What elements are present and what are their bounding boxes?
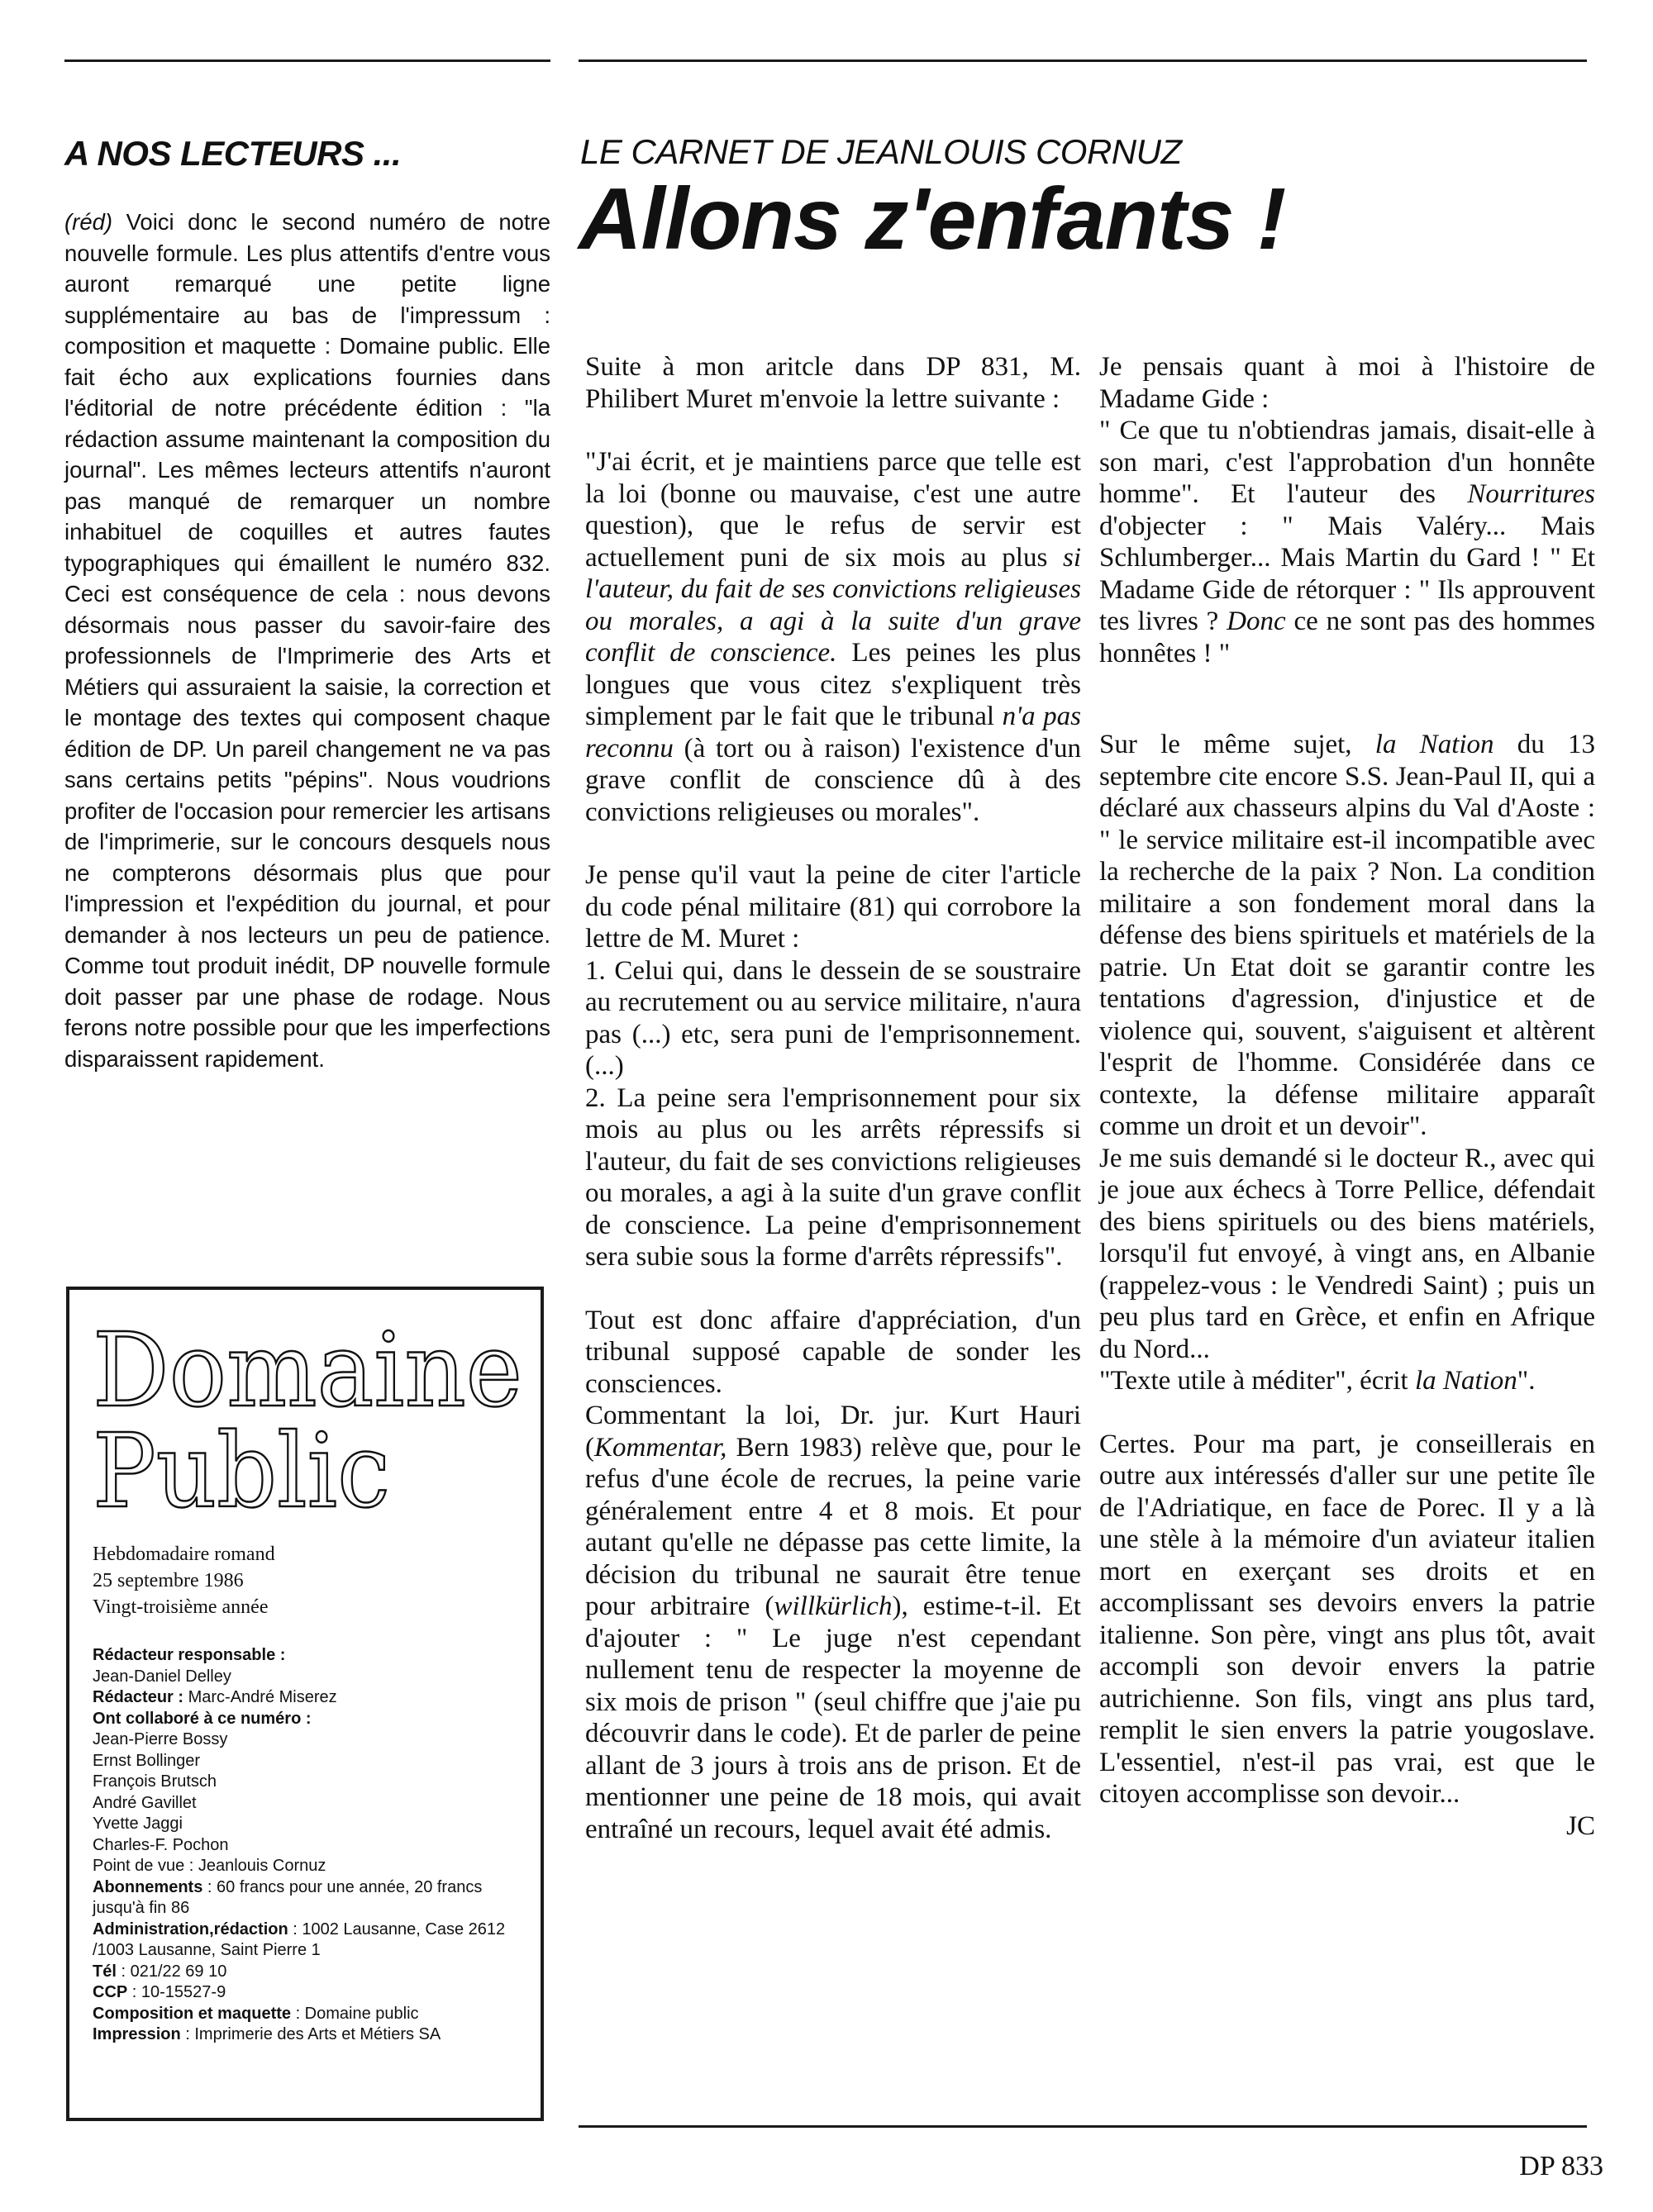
readers-notice xyxy=(64,134,550,1074)
italic-run: Nourritures xyxy=(1467,479,1595,509)
text-run: d'objecter : " Mais Valéry... Mais Schlumberger... Mais Martin du Gard ! " Et Madame Gide de rétorquer : " Ils approuvent tes livres ? xyxy=(1099,511,1595,636)
logo-word-public: Public xyxy=(93,1412,390,1521)
text-run: Commentant la loi, Dr. jur. Kurt Hauri ( xyxy=(585,1401,1081,1463)
readers-notice-text: Voici donc le second numéro de notre nouvelle formule. Les plus attentifs d'entre vous auront remarqué une petite ligne supplémentaire au bas de l'impressum : composition et maquette : Domaine public. Elle fait écho aux explications fournies dans l'éditorial de notre précédente édition : "la rédaction assume maintenant la composition du journal". Les mêmes lecteurs attentifs n'auront pas manqué de remarquer un nombre inhabituel de coquilles et autres fautes typographiques qui émaillent le numéro 832. Ceci est conséquence de cela : nous devons désormais nous passer du savoir-faire des professionnels de l'Imprimerie des Arts et Métiers qui assuraient la saisie, la correction et le montage des textes qui composent chaque édition de DP. Un pareil changement ne va pas sans certains petits "pépins". Nous voudrions profiter de l'occasion pour remercier les artisans de l'imprimerie, sur le concours desquels nous ne compterons désormais plus que pour l'impression et l'expédition du journal, et pour demander à nos lecteurs un peu de patience. Comme tout produit inédit, DP nouvelle formule doit passer par une phase de rodage. Nous ferons notre possible pour que les imperfections disparaissent rapidement. xyxy=(64,209,550,1072)
article-paragraph: Tout est donc affaire d'appréciation, d'un tribunal supposé capable de sonder les consciences. xyxy=(585,1305,1081,1399)
article-kicker: LE CARNET DE JEANLOUIS CORNUZ xyxy=(580,132,1182,171)
italic-run: la Nation xyxy=(1374,730,1494,759)
law-clause-2: 2. La peine sera l'emprisonnement pour six mois au plus ou les arrêts répressifs si l'auteur, du fait de ses convictions religieuses ou morales, a agi à la suite d'un grave conflit de conscience. La peine d'emprisonnement sera subie sous la forme d'arrêts répressifs". xyxy=(585,1082,1081,1272)
article-paragraph xyxy=(585,1400,1081,1845)
text-run: ce ne sont pas des hommes honnêtes ! " xyxy=(1099,607,1595,668)
italic-run: si l'auteur, du fait de ses convictions religieuses ou morales, a agi à la suite d'un grave conflit de conscience. xyxy=(585,542,1081,668)
contributor: André Gavillet xyxy=(93,1793,197,1812)
editor-label: Rédacteur : xyxy=(93,1688,184,1706)
contributor: Yvette Jaggi xyxy=(93,1815,183,1833)
article-paragraph xyxy=(585,446,1081,828)
italic-run: Kommentar, xyxy=(594,1432,727,1463)
article-paragraph: Je pense qu'il vaut la peine de citer l'article du code pénal militaire (81) qui corrobore la lettre de M. Muret : xyxy=(585,860,1081,954)
top-rule-left xyxy=(64,59,550,62)
tel-value: : 021/22 69 10 xyxy=(116,1962,227,1981)
publication-info xyxy=(93,1541,517,1620)
editor-name: Marc-André Miserez xyxy=(188,1688,337,1706)
text-run: "Texte utile à méditer", écrit xyxy=(1099,1366,1415,1396)
text-run: Bern 1983) relève que, pour le refus d'une école de recrues, la peine varie généralement entre 4 et 8 mois. Et pour autant qu'elle ne dépasse pas cette limite, la décision du tribunal ne saurait être tenue pour arbitraire ( xyxy=(585,1432,1081,1621)
article-column-2 xyxy=(1099,351,1595,1873)
text-run: ), estime-t-il. Et d'ajouter : " Le juge n'est cependant nullement tenu de respecter la moyenne de six mois de prison " (seul chiffre que j'aie pu découvrir dans le code). Et de parler de peine allant de 3 jours à trois ans de prison. Et de mentionner une peine de 18 mois, qui avait entraîné un recours, lequel avait été admis. xyxy=(585,1591,1081,1844)
editor-resp-label: Rédacteur responsable : xyxy=(93,1646,286,1664)
contributor: Ernst Bollinger xyxy=(93,1751,201,1770)
text-run: (à tort ou à raison) l'existence d'un grave conflit de conscience dû à des convictions religieuses ou morales". xyxy=(585,733,1081,827)
publication-subtitle: Hebdomadaire romand xyxy=(93,1544,275,1565)
imprint-box xyxy=(66,1287,544,2121)
contributor: Charles-F. Pochon xyxy=(93,1835,229,1854)
ccp-label: CCP xyxy=(93,1983,128,2001)
italic-run: n'a pas reconnu xyxy=(585,702,1081,763)
text-run: " Ce que tu n'obtiendras jamais, disait-elle à son mari, c'est l'approbation d'un honnête homme". Et l'auteur des xyxy=(1099,416,1595,509)
admin-label: Administration,rédaction xyxy=(93,1919,288,1938)
publication-year: Vingt-troisième année xyxy=(93,1596,269,1618)
article-column-1 xyxy=(585,351,1081,1877)
italic-run: Donc xyxy=(1227,607,1286,636)
contributor: Point de vue : Jeanlouis Cornuz xyxy=(93,1857,326,1875)
article-paragraph xyxy=(1099,1365,1595,1397)
ccp-value: : 10-15527-9 xyxy=(127,1983,226,2001)
italic-run: la Nation xyxy=(1414,1366,1517,1396)
law-clause-1: 1. Celui qui, dans le dessein de se soustraire au recrutement ou au service militaire, n'aura pas (...) etc, sera puni de l'emprisonnement. (...) xyxy=(585,955,1081,1081)
credits xyxy=(93,1645,517,2046)
article-paragraph: Je me suis demandé si le docteur R., avec qui je joue aux échecs à Torre Pellice, défendait des biens spirituels ou des biens matériels, lorsqu'il fut envoyé, à vingt ans, en Albanie (rappelez-vous : le Vendredi Saint) ; puis un peu plus tard en Grèce, et enfin en Afrique du Nord... xyxy=(1099,1143,1595,1364)
readers-notice-heading: A NOS LECTEURS ... xyxy=(64,134,402,173)
printing-label: Impression xyxy=(93,2025,181,2043)
readers-notice-body xyxy=(64,207,550,1074)
printing-line xyxy=(93,2024,517,2046)
tel-label: Tél xyxy=(93,1962,117,1981)
subscription-label: Abonnements xyxy=(93,1877,203,1896)
ccp-line xyxy=(93,1982,517,2004)
italic-run: willkürlich xyxy=(774,1591,893,1621)
top-rule-right xyxy=(579,59,1587,62)
text-run: Les peines les plus longues que vous citez s'expliquent très simplement par le fait que le tribunal xyxy=(585,638,1081,731)
subscription-value: : 60 francs pour une année, 20 francs jusqu'à fin 86 xyxy=(93,1877,483,1917)
contributors-label: Ont collaboré à ce numéro : xyxy=(93,1709,312,1728)
text-run: du 13 septembre cite encore S.S. Jean-Paul II, qui a déclaré aux chasseurs alpins du Val d'Aoste : " le service militaire est-il incompatible avec la recherche de la paix ? Non. La condition militaire a son fondement moral dans la défense des biens spirituels et matériels de la patrie. Un Etat doit se garantir contre les tentations d'agression, d'injustice et de violence qui, souvent, s'aiguisent et altèrent l'esprit de l'homme. Considérée dans ce contexte, la défense militaire apparaît comme un droit et un devoir". xyxy=(1099,730,1595,1141)
admin-line xyxy=(93,1919,517,1962)
logo-word-domaine: Domaine xyxy=(93,1315,522,1430)
author-signature: JC xyxy=(1566,1810,1595,1841)
domaine-public-logo xyxy=(93,1315,522,1521)
tel-line xyxy=(93,1962,517,1983)
editor-resp-name: Jean-Daniel Delley xyxy=(93,1667,231,1686)
text-run: ". xyxy=(1517,1366,1536,1396)
text-run: Sur le même sujet, xyxy=(1099,730,1375,759)
printing-value: : Imprimerie des Arts et Métiers SA xyxy=(180,2025,441,2043)
composition-value: : Domaine public xyxy=(291,2004,419,2023)
contributor: François Brutsch xyxy=(93,1772,217,1791)
article-paragraph: Je pensais quant à moi à l'histoire de Madame Gide : xyxy=(1099,352,1595,414)
article-paragraph: Certes. Pour ma part, je conseillerais en outre aux intéressés d'aller sur une petite île de l'Adriatique, en face de Porec. Il y a là une stèle à la mémoire d'un aviateur italien mort en exerçant ses droits et en accomplissant ses devoirs envers la patrie italienne. Son père, vingt ans plus tôt, avait accompli son devoir envers la patrie autrichienne. Son fils, vingt ans plus tard, remplit le sien envers la patrie yougoslave. L'essentiel, n'est-il pas vrai, est que le citoyen accomplisse son devoir... xyxy=(1099,1429,1595,1809)
editor-line xyxy=(93,1687,517,1709)
composition-line xyxy=(93,2004,517,2025)
contributor: Jean-Pierre Bossy xyxy=(93,1730,228,1748)
admin-value: : 1002 Lausanne, Case 2612 /1003 Lausanne, Saint Pierre 1 xyxy=(93,1919,506,1959)
masthead-logo xyxy=(93,1315,522,1521)
article-paragraph: Suite à mon aritcle dans DP 831, M. Philibert Muret m'envoie la lettre suivante : xyxy=(585,352,1081,414)
article-paragraph xyxy=(1099,415,1595,669)
text-run: "J'ai écrit, et je maintiens parce que telle est la loi (bonne ou mauvaise, c'est une autre question), que le refus de servir est actuellement puni de six mois au plus xyxy=(585,447,1081,573)
composition-label: Composition et maquette xyxy=(93,2004,292,2023)
subscription-line xyxy=(93,1877,517,1919)
article-title: Allons z'enfants ! xyxy=(579,170,1286,268)
editorial-tag: (réd) xyxy=(64,209,113,235)
page-folio: DP 833 xyxy=(1519,2151,1603,2181)
article-paragraph xyxy=(1099,729,1595,1143)
bottom-rule-right xyxy=(579,2125,1587,2128)
publication-date: 25 septembre 1986 xyxy=(93,1570,244,1591)
